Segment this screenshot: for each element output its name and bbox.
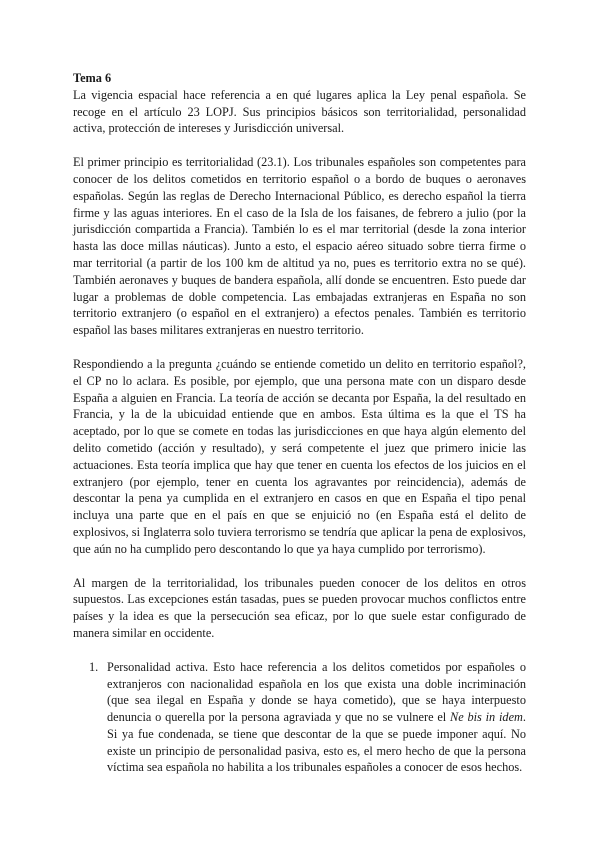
paragraph-spacer bbox=[73, 339, 526, 356]
paragraph-spacer bbox=[73, 137, 526, 154]
document-page bbox=[73, 70, 526, 776]
document-title: Tema 6 bbox=[73, 71, 112, 85]
paragraph-spacer bbox=[73, 642, 526, 659]
paragraph-excepciones: Al margen de la territorialidad, los tribunales pueden conocer de los delitos en otros supuestos. Las excepciones están tasadas, pues se pueden provocar muchos conflictos entre países y la idea es que la persecución sea eficaz, por lo que suele estar configurado de manera similar en occidente. bbox=[73, 575, 526, 640]
paragraph-spacer bbox=[73, 558, 526, 575]
list-item-text-after: . Si ya fue condenada, se tiene que descontar de la que se puede imponer aquí. No existe un principio de personalidad pasiva, esto es, el mero hecho de que la persona víctima sea española no habilita a los tribunales españoles a conocer de esos hechos. bbox=[107, 710, 526, 775]
list-item bbox=[73, 659, 526, 777]
list-item-text-italic: Ne bis in idem bbox=[450, 710, 523, 725]
list-item-number: 1. bbox=[89, 659, 99, 674]
list-item-text-before: Personalidad activa. Esto hace referencia a los delitos cometidos por españoles o extranjeros con nacionalidad española en los que exista una doble incriminación (que sea ilegal en España y donde se haya cometido), que se haya interpuesto denuncia o querella por la persona agraviada y que no se vulnere el bbox=[107, 659, 526, 725]
paragraph-intro: La vigencia espacial hace referencia a en qué lugares aplica la Ley penal española. Se recoge en el artículo 23 LOPJ. Sus principios básicos son territorialidad, personalidad activa, protección de intereses y Jurisdicción universal. bbox=[73, 87, 526, 136]
numbered-list bbox=[73, 659, 526, 777]
paragraph-ubicuidad: Respondiendo a la pregunta ¿cuándo se entiende cometido un delito en territorio español?, el CP no lo aclara. Es posible, por ejemplo, que una persona mate con un disparo desde España a alguien en Francia. La teoría de acción se decanta por España, la del resultado en Francia, y la de la ubicuidad entiende que en ambos. Esta última es la que el TS ha aceptado, por lo que se comete en todas las jurisdicciones en que haya algún elemento del delito cometido (acción y resultado), y será competente el juez que primero inicie las actuaciones. Esta teoría implica que hay que tener en cuenta los efectos de los juicios en el extranjero (por ejemplo, tener en cuenta los agravantes por reincidencia), además de descontar la pena ya cumplida en el extranjero en casos en que en España el tipo penal incluya una parte que en el país en que se enjuició no (en España está el delito de explosivos, si Inglaterra solo tuviera terrorismo se tendría que aplicar la pena de explosivos, que aún no ha cumplido pero descontando lo que ya haya cumplido por terrorismo). bbox=[73, 356, 526, 556]
paragraph-territorialidad: El primer principio es territorialidad (23.1). Los tribunales españoles son competentes para conocer de los delitos cometidos en territorio español o a bordo de buques o aeronaves españolas. Según las reglas de Derecho Internacional Público, es derecho español la tierra firme y las aguas interiores. En el caso de la Isla de los faisanes, de febrero a julio (por la jurisdicción compartida a Francia). También lo es el mar territorial (desde la zona interior hasta las doce millas náuticas). Junto a esto, el espacio aéreo situado sobre tierra firme o mar territorial (a partir de los 100 km de altitud ya no, pues es territorio extra no se qué). También aeronaves y buques de bandera española, allí donde se encuentren. Esto puede dar lugar a problemas de doble competencia. Las embajadas extranjeras en España no son territorio extranjero (o español en el extranjero) a efectos penales. También es territorio español las bases militares extranjeras en nuestro territorio. bbox=[73, 155, 526, 338]
list-item-text bbox=[107, 659, 526, 777]
